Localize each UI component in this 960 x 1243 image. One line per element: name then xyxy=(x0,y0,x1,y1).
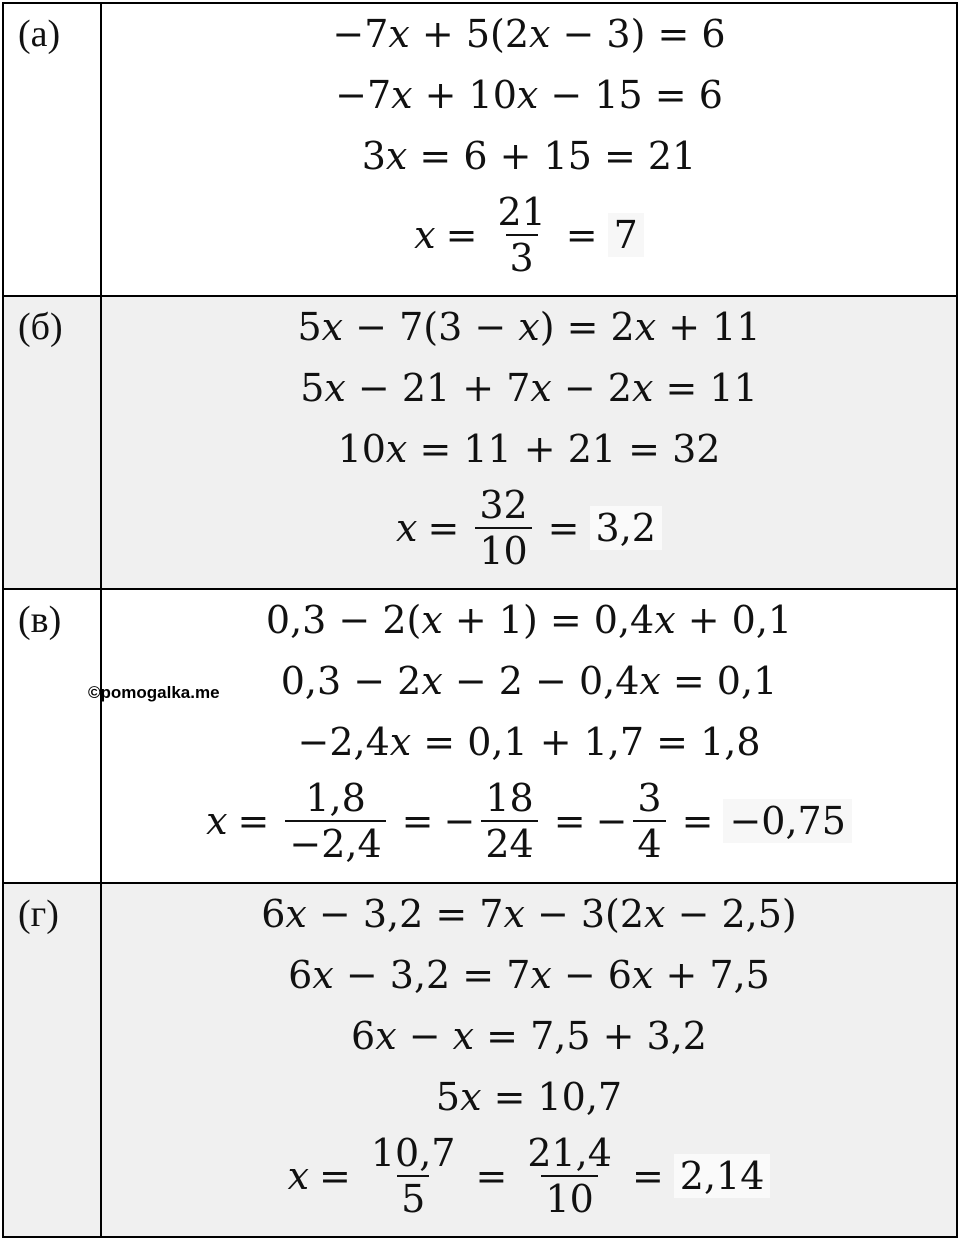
solution-cell xyxy=(101,296,957,589)
equation-line: −7𝑥 + 5(2𝑥 − 3) = 6 xyxy=(332,12,726,56)
final-equation: 𝑥 = $\frac{1,8}{-2,4}$ = − $\frac{18}{24}$ = − $\frac{3}{4}$ = −0,75 xyxy=(102,773,956,869)
minus-sign: − xyxy=(595,799,628,843)
answer: 7 xyxy=(608,213,644,257)
denominator: 3 xyxy=(506,234,538,280)
variable: 𝑥 xyxy=(206,799,228,843)
solution-row-a xyxy=(3,3,957,296)
fraction xyxy=(633,776,665,866)
solution-row-d xyxy=(3,883,957,1237)
numerator: 10,7 xyxy=(370,1131,456,1175)
row-label: (б) xyxy=(3,296,101,589)
answer: −0,75 xyxy=(723,799,851,843)
equation-line: 5𝑥 = 10,7 xyxy=(435,1075,623,1119)
fraction xyxy=(367,1131,460,1221)
equation-line: 5𝑥 − 21 + 7𝑥 − 2𝑥 = 11 xyxy=(300,366,758,410)
solution-row-b xyxy=(3,296,957,589)
fraction xyxy=(493,190,549,280)
equation-line: 10𝑥 = 11 + 21 = 32 xyxy=(337,427,721,471)
variable: 𝑥 xyxy=(414,213,436,257)
answer: 3,2 xyxy=(590,506,662,550)
watermark: ©pomogalka.me xyxy=(88,683,220,702)
fraction xyxy=(475,483,531,573)
fraction xyxy=(523,1131,616,1221)
equation-line: −7𝑥 + 10𝑥 − 15 = 6 xyxy=(335,73,723,117)
denominator: 4 xyxy=(633,820,665,866)
variable: 𝑥 xyxy=(396,506,418,550)
equation-line: 6𝑥 − 3,2 = 7𝑥 − 6𝑥 + 7,5 xyxy=(288,953,770,997)
final-equation: 𝑥 = $\frac{21}{3}$ = 7 xyxy=(102,187,956,283)
final-equation: 𝑥 = $\frac{32}{10}$ = 3,2 xyxy=(102,480,956,576)
equation-line: 6𝑥 − 𝑥 = 7,5 + 3,2 xyxy=(351,1014,707,1058)
equation-line: −2,4𝑥 = 0,1 + 1,7 = 1,8 xyxy=(297,720,761,764)
solution-cell xyxy=(101,883,957,1237)
denominator: 10 xyxy=(541,1175,597,1221)
row-label: (в) xyxy=(3,589,101,883)
solutions-table xyxy=(2,2,958,1238)
equation-line: 6𝑥 − 3,2 = 7𝑥 − 3(2𝑥 − 2,5) xyxy=(261,892,797,936)
denominator: −2,4 xyxy=(285,820,385,866)
variable: 𝑥 xyxy=(287,1154,310,1198)
row-label: (а) xyxy=(3,3,101,296)
denominator: 10 xyxy=(475,527,531,573)
solution-cell xyxy=(101,3,957,296)
equation-line: 3𝑥 = 6 + 15 = 21 xyxy=(361,134,697,178)
denominator: 5 xyxy=(397,1175,429,1221)
numerator: 3 xyxy=(637,776,662,820)
numerator: 32 xyxy=(479,483,528,527)
denominator: 24 xyxy=(481,820,537,866)
numerator: 1,8 xyxy=(305,776,366,820)
numerator: 18 xyxy=(485,776,534,820)
fraction xyxy=(285,776,385,866)
solution-row-c xyxy=(3,589,957,883)
numerator: 21 xyxy=(497,190,546,234)
minus-sign: − xyxy=(443,799,476,843)
fraction xyxy=(481,776,537,866)
equation-line: 0,3 − 2𝑥 − 2 − 0,4𝑥 = 0,1 xyxy=(280,659,778,703)
final-equation: 𝑥 = $\frac{10,7}{5}$ = $\frac{21,4}{10}$ = 2,14 xyxy=(102,1128,956,1224)
equation-line: 0,3 − 2(𝑥 + 1) = 0,4𝑥 + 0,1 xyxy=(265,598,793,642)
solution-cell xyxy=(101,589,957,883)
equation-line: 5𝑥 − 7(3 − 𝑥) = 2𝑥 + 11 xyxy=(297,305,761,349)
numerator: 21,4 xyxy=(527,1131,612,1175)
answer: 2,14 xyxy=(674,1154,771,1198)
row-label: (г) xyxy=(3,883,101,1237)
